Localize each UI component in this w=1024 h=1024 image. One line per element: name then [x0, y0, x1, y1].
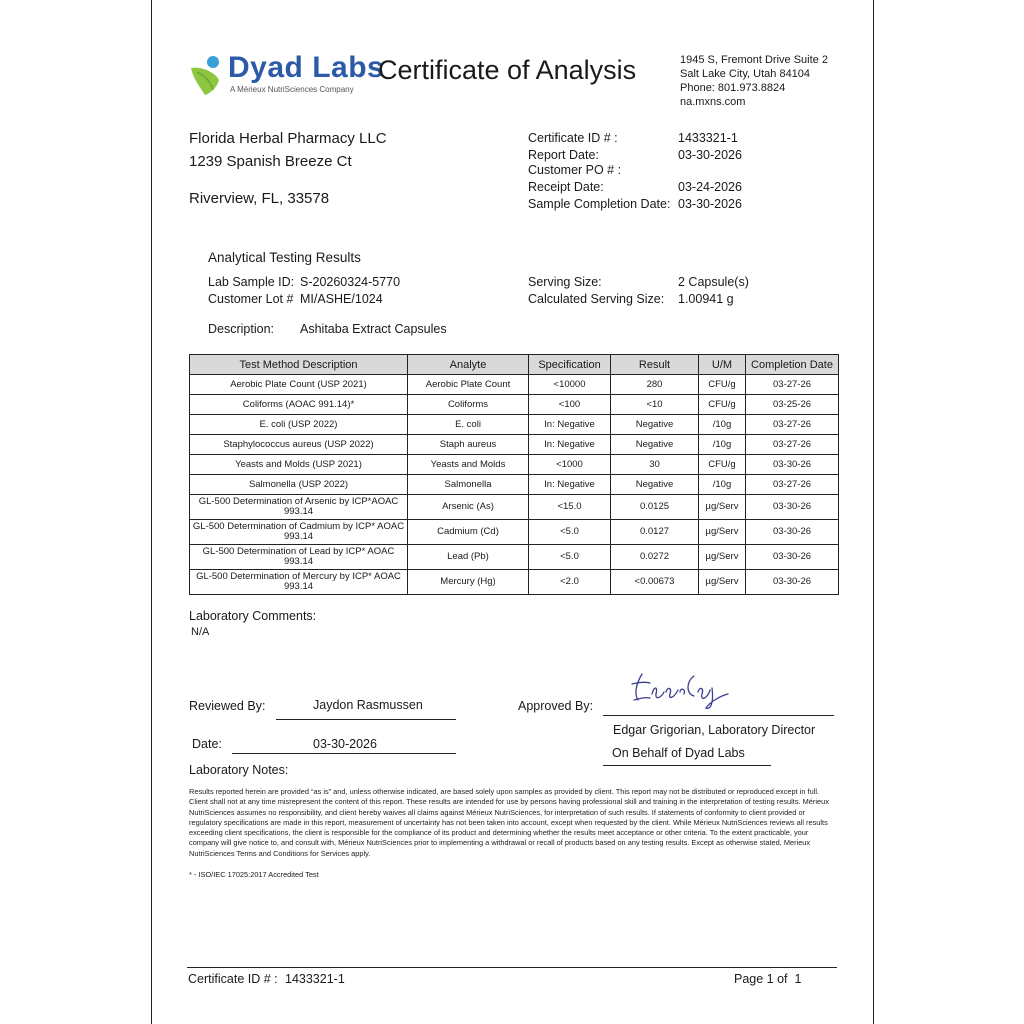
table-cell: Aerobic Plate Count	[408, 375, 529, 395]
customer-lot-value: MI/ASHE/1024	[300, 292, 383, 306]
table-cell: Staph aureus	[408, 435, 529, 455]
table-cell: GL-500 Determination of Lead by ICP* AOAC 993.14	[190, 545, 408, 570]
table-row	[190, 545, 839, 570]
table-cell: CFU/g	[699, 455, 746, 475]
table-header: Result	[611, 355, 699, 375]
table-cell: In: Negative	[529, 435, 611, 455]
table-row	[190, 570, 839, 595]
table-cell: Coliforms (AOAC 991.14)*	[190, 395, 408, 415]
lab-sample-value: S-20260324-5770	[300, 275, 401, 289]
table-cell: 03-25-26	[746, 395, 839, 415]
page-title: Certificate of Analysis	[378, 55, 637, 85]
table-cell: Yeasts and Molds (USP 2021)	[190, 455, 408, 475]
table-header: Test Method Description	[190, 355, 408, 375]
table-row	[190, 415, 839, 435]
table-cell: Salmonella (USP 2022)	[190, 475, 408, 495]
lab-sample-label: Lab Sample ID:	[208, 275, 295, 289]
signature-image	[628, 664, 738, 714]
table-cell: <5.0	[529, 545, 611, 570]
table-cell: <10000	[529, 375, 611, 395]
table-cell: µg/Serv	[699, 570, 746, 595]
footer-rule	[187, 967, 837, 968]
table-cell: Cadmium (Cd)	[408, 520, 529, 545]
date-value: 03-30-2026	[313, 737, 377, 751]
table-row	[190, 475, 839, 495]
calc-serving-label: Calculated Serving Size:	[528, 292, 665, 306]
table-cell: Arsenic (As)	[408, 495, 529, 520]
customer-lot-label: Customer Lot #	[208, 292, 294, 306]
table-row	[190, 395, 839, 415]
table-cell: µg/Serv	[699, 495, 746, 520]
reviewer-signature-line	[276, 719, 456, 720]
customer-street: 1239 Spanish Breeze Ct	[189, 153, 352, 170]
report-labels: Certificate ID # : Report Date: Customer PO # : Receipt Date: Sample Completion Date:	[528, 131, 671, 211]
report-values: 1433321-1 03-30-2026 03-24-2026 03-30-2026	[678, 131, 742, 211]
table-cell: Coliforms	[408, 395, 529, 415]
table-cell: Negative	[611, 435, 699, 455]
table-cell: 03-27-26	[746, 375, 839, 395]
description-value: Ashitaba Extract Capsules	[300, 322, 447, 336]
table-cell: 0.0127	[611, 520, 699, 545]
logo-tagline: A Mérieux NutriSciences Company	[230, 85, 354, 94]
footer-cert-label: Certificate ID # :	[188, 972, 278, 986]
table-header: Analyte	[408, 355, 529, 375]
table-header: Completion Date	[746, 355, 839, 375]
serving-size-label: Serving Size:	[528, 275, 602, 289]
table-header-row	[190, 355, 839, 375]
calc-serving-value: 1.00941 g	[678, 292, 734, 306]
table-row	[190, 495, 839, 520]
table-cell: Salmonella	[408, 475, 529, 495]
table-row	[190, 435, 839, 455]
table-cell: 03-30-26	[746, 545, 839, 570]
dyad-logo-icon	[189, 54, 225, 96]
table-cell: <10	[611, 395, 699, 415]
results-table	[189, 354, 839, 595]
table-cell: <100	[529, 395, 611, 415]
table-cell: GL-500 Determination of Cadmium by ICP* AOAC 993.14	[190, 520, 408, 545]
page-number: Page 1 of 1	[734, 972, 802, 986]
table-cell: Aerobic Plate Count (USP 2021)	[190, 375, 408, 395]
logo-name: Dyad Labs	[228, 51, 385, 84]
reviewed-by-label: Reviewed By:	[189, 699, 266, 713]
table-cell: CFU/g	[699, 375, 746, 395]
table-cell: Negative	[611, 415, 699, 435]
table-cell: In: Negative	[529, 415, 611, 435]
notes-label: Laboratory Notes:	[189, 763, 289, 777]
table-cell: GL-500 Determination of Mercury by ICP* AOAC 993.14	[190, 570, 408, 595]
table-cell: 03-30-26	[746, 570, 839, 595]
accreditation-note: * - ISO/IEC 17025:2017 Accredited Test	[189, 870, 319, 879]
table-cell: Negative	[611, 475, 699, 495]
table-cell: µg/Serv	[699, 545, 746, 570]
comments-label: Laboratory Comments:	[189, 609, 317, 623]
table-row	[190, 375, 839, 395]
table-cell: <5.0	[529, 520, 611, 545]
lab-address: 1945 S, Fremont Drive Suite 2 Salt Lake City, Utah 84104 Phone: 801.973.8824 na.mxns.com	[680, 54, 828, 108]
table-header: Specification	[529, 355, 611, 375]
customer-city: Riverview, FL, 33578	[189, 190, 330, 207]
date-line	[232, 753, 456, 754]
approver-name: Edgar Grigorian, Laboratory Director	[613, 723, 816, 737]
analytical-heading: Analytical Testing Results	[208, 250, 361, 265]
approver-org-line	[603, 765, 771, 766]
table-cell: Staphylococcus aureus (USP 2022)	[190, 435, 408, 455]
table-cell: GL-500 Determination of Arsenic by ICP*AOAC 993.14	[190, 495, 408, 520]
table-cell: 0.0272	[611, 545, 699, 570]
customer-name: Florida Herbal Pharmacy LLC	[189, 130, 387, 147]
approver-signature-line	[603, 715, 834, 716]
table-cell: In: Negative	[529, 475, 611, 495]
notes-body: Results reported herein are provided “as is” and, unless otherwise indicated, are based solely upon samples as provided by client. This report may not be distributed or reproduced except in full. Client shall not at any time misrepresent the content of this report. These results are intended for use by persons having professional skill and training in the interpretation of testing results. Mérieux NutriSciences assumes no responsibility, and client hereby waives all claims against Mérieux NutriSciences, for interpretation of such results. If statements of conformity to client provided or regulatory specifications are made in this report, measurement of uncertainty has not been taken into account, except when requested by the client. While Mérieux NutriSciences reviews all results exceeding client specifications, the client is responsible for the compliance of its product and determining whether the results meet acceptance or other criteria. To the extent practicable, your company will give notice to, and consult with, Mérieux NutriSciences prior to implementing a withdrawal or recall of products based on any testing results. Except as otherwise stated, Merieux NutriSciences Terms and Conditions for Services apply.	[189, 787, 829, 858]
table-cell: 0.0125	[611, 495, 699, 520]
table-cell: 03-30-26	[746, 495, 839, 520]
table-cell: E. coli (USP 2022)	[190, 415, 408, 435]
table-cell: <0.00673	[611, 570, 699, 595]
table-cell: Yeasts and Molds	[408, 455, 529, 475]
table-cell: 30	[611, 455, 699, 475]
comments-value: N/A	[191, 626, 210, 638]
table-cell: <2.0	[529, 570, 611, 595]
reviewer-name: Jaydon Rasmussen	[313, 698, 423, 712]
description-label: Description:	[208, 322, 274, 336]
table-cell: 03-27-26	[746, 435, 839, 455]
table-row	[190, 520, 839, 545]
table-cell: /10g	[699, 435, 746, 455]
table-cell: 280	[611, 375, 699, 395]
approver-org: On Behalf of Dyad Labs	[612, 746, 745, 760]
table-cell: CFU/g	[699, 395, 746, 415]
table-cell: /10g	[699, 475, 746, 495]
footer-cert-value: 1433321-1	[285, 972, 345, 986]
table-cell: 03-30-26	[746, 455, 839, 475]
table-cell: 03-30-26	[746, 520, 839, 545]
table-cell: 03-27-26	[746, 415, 839, 435]
table-cell: 03-27-26	[746, 475, 839, 495]
date-label: Date:	[192, 737, 222, 751]
table-cell: /10g	[699, 415, 746, 435]
table-cell: <1000	[529, 455, 611, 475]
table-cell: Mercury (Hg)	[408, 570, 529, 595]
table-cell: µg/Serv	[699, 520, 746, 545]
approved-by-label: Approved By:	[518, 699, 594, 713]
table-cell: Lead (Pb)	[408, 545, 529, 570]
table-cell: <15.0	[529, 495, 611, 520]
table-cell: E. coli	[408, 415, 529, 435]
table-row	[190, 455, 839, 475]
table-header: U/M	[699, 355, 746, 375]
serving-size-value: 2 Capsule(s)	[678, 275, 749, 289]
